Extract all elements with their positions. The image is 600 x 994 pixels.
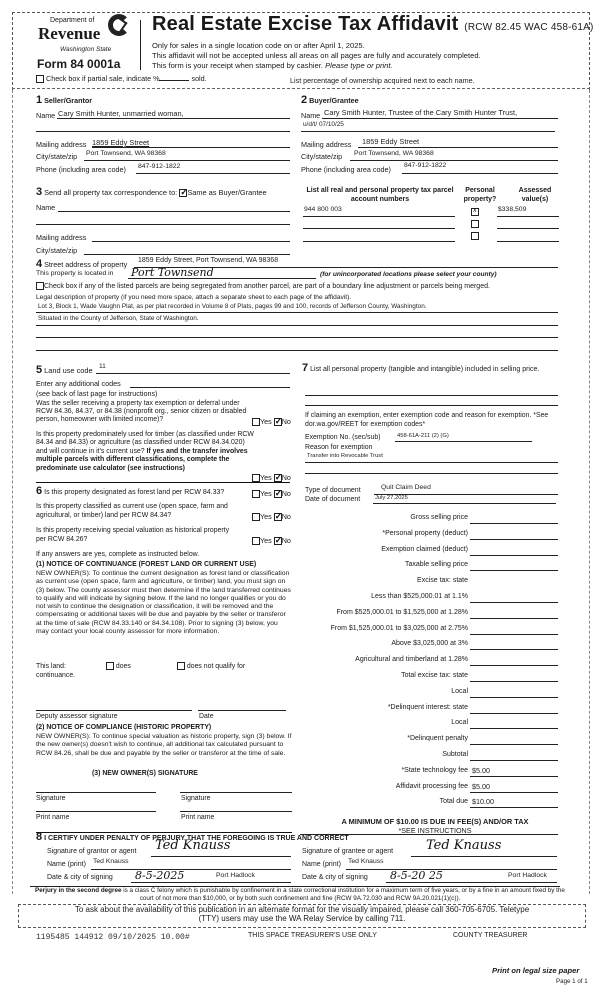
exemption-yes-checkbox[interactable] (252, 418, 260, 426)
calc-label: *Delinquent penalty (407, 735, 468, 743)
county-treasurer-label: COUNTY TREASURER (453, 932, 528, 939)
personal-cb-wrap-2 (471, 219, 479, 228)
parcel-number-2[interactable] (303, 228, 455, 229)
accessibility-notice: To ask about the availability of this publication in an alternate format for the visually impaired, please call 360-705-6705. Teletype (TTY) users may use the WA Relay Service by calling 711. (74, 905, 530, 924)
header-bottom-border (12, 88, 590, 89)
forest-yes-checkbox[interactable] (252, 490, 260, 498)
print-name-label-2: Print name (181, 814, 215, 821)
buyer-mailing-label: Mailing address (301, 140, 352, 149)
seller-mailing-field[interactable]: 1859 Eddy Street (92, 138, 150, 147)
exemption-no-field[interactable]: 458-61A-211 (2) (G) (397, 433, 449, 439)
exemption-question: Was the seller receiving a property tax exemption or deferral under RCW 84.36, 84.37, or 84.38 (nonprofit org., senior citizen or disabled person, homeowner with limited income)? (36, 400, 247, 424)
grantor-city-field[interactable]: Port Hadlock (216, 872, 255, 879)
grantor-date-field[interactable]: 8-5-2025 (135, 869, 185, 882)
this-land-label: This land: (36, 663, 66, 670)
legal-line-3[interactable] (36, 337, 558, 338)
historical-no-checkbox[interactable] (274, 537, 282, 545)
assessed-value-3[interactable] (497, 241, 559, 242)
forest-question: 6 Is this property designated as forest land per RCW 84.33? (36, 485, 225, 497)
calc-value[interactable] (472, 624, 552, 634)
timber-yes-checkbox[interactable] (252, 474, 260, 482)
calc-value[interactable] (472, 529, 552, 539)
ownership-note: List percentage of ownership acquired next to each name. (290, 76, 475, 85)
notice-compliance-body: NEW OWNER(S): To continue special valuation as historic property, sign (3) below. If the new owner(s) doesn't wish to continue, all additional tax calculated pursuant to RCW 84.26, shall be due and payable by the seller or transferor at the time of sale. (36, 733, 292, 757)
historical-yes-checkbox[interactable] (252, 537, 260, 545)
grantor-name-field[interactable]: Ted Knauss (93, 858, 129, 865)
notice-line-2: This affidavit will not be accepted unless all areas on all pages are fully and accurately completed. (152, 51, 481, 60)
doc-date-label: Date of document (305, 496, 361, 503)
additional-codes-label: Enter any additional codes (36, 379, 121, 388)
correspondence-city-input[interactable] (84, 254, 290, 255)
same-as-buyer-checkbox[interactable] (179, 189, 187, 197)
seller-city-field[interactable]: Port Townsend, WA 98368 (86, 150, 166, 157)
personal-property-input-1[interactable] (305, 395, 558, 396)
washington-state-label: Washington State (60, 46, 112, 53)
buyer-mailing-line (358, 147, 558, 148)
calc-input-line (470, 744, 558, 745)
personal-property-checkbox-2[interactable] (471, 220, 479, 228)
calc-value[interactable] (472, 750, 552, 760)
calc-value[interactable] (472, 703, 552, 713)
notice-continuance-title: (1) NOTICE OF CONTINUANCE (FOREST LAND OR CURRENT USE) (36, 561, 257, 568)
calc-value[interactable] (472, 734, 552, 744)
assessed-line-1 (497, 216, 559, 217)
grantee-signature[interactable]: Ted Knauss (426, 838, 502, 853)
land-use-field[interactable]: 11 (99, 363, 106, 370)
page-title (152, 13, 594, 36)
see-instructions-note: *SEE INSTRUCTIONS (398, 826, 472, 835)
parcel-number-3[interactable] (303, 241, 455, 242)
title-rcw: (RCW 82.45 WAC 458-61A) (464, 22, 594, 33)
notice-line-1: Only for sales in a single location code on or after April 1, 2025. (152, 41, 365, 50)
buyer-name-field[interactable]: Cary Smith Hunter, Trustee of the Cary Smith Hunter Trust, (324, 108, 518, 117)
grantor-name-line (91, 869, 291, 870)
legal-description-line-1[interactable]: Lot 3, Block 1, Wade Vaughn Plat, as per plat recorded in Volume 8 of Plats, pages 99 and 100, records of Jefferson County, Washington. (38, 303, 427, 310)
assessed-value-1[interactable]: $338,509 (498, 206, 527, 213)
parcel-header: List all real and personal property tax parcel account numbers (306, 187, 454, 203)
personal-property-header: Personal property? (463, 187, 497, 203)
form-number: Form 84 0001a (37, 57, 121, 71)
border-right (589, 90, 590, 894)
calc-input-line (470, 807, 558, 808)
calc-label: *Personal property (deduct) (382, 529, 468, 537)
if-yes-note: If any answers are yes, complete as instructed below. (36, 551, 200, 558)
grantor-date-label: Date & city of signing (47, 874, 113, 881)
located-in-label: This property is located in (36, 270, 114, 277)
buyer-name-field-2[interactable]: u/d/t/ 07/10/25 (303, 121, 344, 128)
buyer-city-field[interactable]: Port Townsend, WA 98368 (354, 150, 434, 157)
buyer-name-line-2 (301, 131, 555, 132)
reason-field[interactable]: Transfer into Revocable Trust (307, 453, 383, 459)
perjury-notice: Perjury in the second degree is a class C felony which is punishable by confinement in a state correctional institution for a maximum term of five years, or by a fine in an amount fixed by the court of not more than $10,000, or by both such confinement and fine (RCW 9A.72.030 and RCW 9A.20.021(1)(c)). (35, 887, 565, 902)
seller-mailing-line (92, 147, 290, 148)
legal-description-label: Legal description of property (if you need more space, attach a separate sheet to each page of the affidavit). (36, 294, 352, 301)
reason-label: Reason for exemption (305, 444, 373, 451)
grantee-name-label: Name (print) (302, 861, 341, 868)
notice-continuance-body: NEW OWNER(S): To continue the current designation as forest land or classification as current use (open space, farm and agriculture, or timber) land, you must sign on (3) below. The county assessor must then determine if the land transferred continues to qualify and will indicate by signing below. If the land no longer qualifies or you do not wish to continue the designation or classification, it will be removed and the compensating or additional taxes will be due and payable by the seller or transferor at the time of sale (RCW 84.33.140 or 84.34.108). Prior to signing (3) below, you may contact your local county assessor for more information. (36, 570, 291, 636)
buyer-name-line (322, 118, 558, 119)
calc-label: Agricultural and timberland at 1.28% (355, 656, 468, 664)
notice-compliance-title: (2) NOTICE OF COMPLIANCE (HISTORIC PROPERTY) (36, 724, 212, 731)
additional-codes-note: (see back of last page for instructions) (36, 389, 158, 398)
correspondence-mailing-label: Mailing address (36, 233, 87, 242)
land-use-label: 5 Land use code (36, 364, 93, 376)
calc-label: From $1,525,000.01 to $3,025,000 at 2.75% (330, 624, 468, 632)
grantor-signature-label: Signature of grantor or agent (47, 848, 137, 855)
grantee-date-field[interactable]: 8-5-20 25 (390, 869, 443, 882)
calc-label: Above $3,025,000 at 3% (391, 640, 468, 648)
calc-label: *State technology fee (401, 766, 468, 774)
exemption-intro: If claiming an exemption, enter exemption code and reason for exemption. *See dor.wa.gov/REET for exemption codes* (305, 412, 549, 428)
located-in-field[interactable]: Port Townsend (131, 266, 214, 279)
deputy-signature-label: Deputy assessor signature (36, 713, 118, 720)
does-not-option: does not qualify for (177, 662, 245, 670)
deputy-date-label: Date (199, 713, 214, 720)
historical-yes-no: Yes ✓ No (252, 536, 291, 545)
current-use-question: Is this property classified as current use (open space, farm and agricultural, or timber) land per RCW 84.34? (36, 503, 228, 519)
section1-heading: 1 Seller/Grantor (36, 94, 93, 106)
grantee-date-line (386, 882, 557, 883)
seller-mailing-label: Mailing address (36, 140, 87, 149)
reason-line-1 (305, 462, 558, 463)
calc-input-line (470, 555, 558, 556)
calc-label: Local (451, 719, 468, 727)
grantee-date-label: Date & city of signing (302, 874, 368, 881)
certify-statement: 8 I CERTIFY UNDER PENALTY OF PERJURY THAT THE FOREGOING IS TRUE AND CORRECT (36, 831, 349, 843)
notice-line-3: This form is your receipt when stamped by cashier. Please type or print. (152, 61, 393, 70)
current-use-yes-checkbox[interactable] (252, 513, 260, 521)
legal-line-1 (36, 312, 558, 313)
calc-input-line (470, 792, 558, 793)
seller-name-line (57, 118, 290, 119)
calc-input-line (470, 776, 558, 777)
deputy-signature-input[interactable] (36, 710, 192, 711)
assessed-value-header: Assessed value(s) (518, 187, 552, 203)
correspondence-name-line-2[interactable] (36, 224, 290, 225)
grantee-city-field[interactable]: Port Hadlock (508, 872, 547, 879)
calc-value[interactable]: $5.00 (472, 765, 490, 775)
calc-label: Affidavit processing fee (395, 782, 468, 790)
legal-line-4[interactable] (36, 350, 558, 351)
calc-value[interactable] (472, 639, 552, 649)
located-in-line (128, 278, 316, 279)
seller-name-line-2 (36, 131, 290, 132)
signature-label-2: Signature (181, 795, 211, 802)
continuance-label: continuance. (36, 672, 76, 679)
does-qualify-checkbox[interactable] (106, 662, 114, 670)
doc-date-line (373, 503, 556, 504)
segregated-row: Check box if any of the listed parcels are being segregated from another parcel, are part of a boundary line adjustment or parcels being merged. (36, 282, 490, 290)
calc-value[interactable] (472, 560, 552, 570)
forest-no-checkbox[interactable] (274, 490, 282, 498)
timber-no-checkbox[interactable] (274, 474, 282, 482)
street-address-label: 4 Street address of property (36, 258, 128, 270)
grantor-name-label: Name (print) (47, 861, 86, 868)
calc-input-line (470, 539, 558, 540)
assessed-value-2[interactable] (497, 228, 559, 229)
calc-input-line (470, 681, 558, 682)
calc-value[interactable] (472, 513, 552, 523)
personal-cb-wrap-3 (471, 231, 479, 240)
buyer-name-label: Name (301, 111, 321, 120)
grantor-signature-line (151, 856, 291, 857)
treasurer-stamp: 1195485 144912 09/10/2025 10.00# (36, 933, 190, 942)
calc-label: Taxable selling price (404, 561, 468, 569)
does-option: does (106, 662, 131, 670)
calc-value[interactable] (472, 545, 552, 555)
does-not-qualify-checkbox[interactable] (177, 662, 185, 670)
parcel-line-1 (303, 216, 455, 217)
doc-type-field[interactable]: Quit Claim Deed (381, 484, 431, 491)
deputy-date-input[interactable] (198, 710, 286, 711)
buyer-city-label: City/state/zip (301, 152, 343, 161)
seller-city-label: City/state/zip (36, 152, 78, 161)
calc-value[interactable] (472, 608, 552, 618)
minimum-due-notice: A MINIMUM OF $10.00 IS DUE IN FEE(S) AND/OR TAX (341, 817, 529, 826)
personal-property-label: 7 List all personal property (tangible and intangible) included in selling price. (302, 362, 540, 374)
personal-property-checkbox-3[interactable] (471, 232, 479, 240)
exemption-yes-no: Yes ✓ No (252, 417, 291, 426)
owner-print-input-1[interactable] (36, 811, 156, 812)
segregated-checkbox[interactable] (36, 282, 44, 290)
correspondence-name-label: Name (36, 203, 56, 212)
calc-label: From $525,000.01 to $1,525,000 at 1.28% (336, 608, 468, 616)
calc-input-line (470, 634, 558, 635)
grantee-name-line (346, 869, 557, 870)
doc-type-label: Type of document (305, 487, 361, 494)
located-note: (for unincorporated locations please select your county) (320, 271, 497, 278)
section2-heading: 2 Buyer/Grantee (301, 94, 359, 106)
title-text: Real Estate Excise Tax Affidavit (152, 13, 459, 35)
calc-input-line (470, 665, 558, 666)
current-use-no-checkbox[interactable] (274, 513, 282, 521)
border-left (12, 90, 13, 894)
seller-phone-line (136, 173, 290, 174)
timber-yes-no: Yes ✓ No (252, 473, 291, 482)
partial-sale-percent-input[interactable] (159, 80, 189, 81)
owner-signature-input-1[interactable] (36, 792, 156, 793)
calc-value[interactable] (472, 592, 552, 602)
partial-sale-row: Check box if partial sale, indicate % sold. (36, 74, 207, 83)
personal-cb-wrap-1 (471, 207, 479, 216)
treasurer-use-label: THIS SPACE TREASURER'S USE ONLY (248, 932, 377, 939)
calc-input-line (470, 570, 558, 571)
calc-input-line (470, 523, 558, 524)
section5-bottom-rule (36, 482, 290, 483)
calc-value[interactable] (472, 718, 552, 728)
partial-sale-checkbox[interactable] (36, 75, 44, 83)
buyer-mailing-field[interactable]: 1859 Eddy Street (362, 137, 420, 146)
grantor-signature[interactable]: Ted Knauss (155, 838, 231, 853)
calc-label: Total excise tax: state (401, 672, 468, 679)
grantee-name-field[interactable]: Ted Knauss (348, 858, 384, 865)
section3-heading: 3 Send all property tax correspondence to: ✓ Same as Buyer/Grantee (36, 186, 267, 198)
calc-input-line (470, 649, 558, 650)
historical-question: Is this property receiving special valuation as historical property per RCW 84.26? (36, 527, 230, 543)
land-use-line (96, 373, 290, 374)
owner-print-input-2[interactable] (180, 811, 292, 812)
exemption-no-label: Exemption No. (sec/sub) (305, 434, 381, 441)
calc-value[interactable] (472, 671, 552, 681)
current-use-yes-no: Yes ✓ No (252, 512, 291, 521)
correspondence-mailing-input[interactable] (92, 241, 290, 242)
calc-input-line (470, 618, 558, 619)
calc-input-line (470, 713, 558, 714)
calc-label: Exemption claimed (deduct) (381, 545, 468, 553)
grantee-signature-label: Signature of grantee or agent (302, 848, 394, 855)
timber-question: Is this property predominately used for timber (as classified under RCW 84.34 and 84.33) or agriculture (as classified under RCW 84.34.020) and will continue in it's current use? If yes and the transfer involves multiple parcels with different classifications, complete the predominate use calculator (see instructions) (36, 431, 254, 472)
calc-value[interactable]: $5.00 (472, 781, 490, 791)
page-indicator: Page 1 of 1 (556, 978, 588, 985)
buyer-city-line (350, 160, 558, 161)
calc-label: Less than $525,000.01 at 1.1% (371, 593, 468, 600)
print-name-label-1: Print name (36, 814, 70, 821)
grantee-signature-line (411, 856, 557, 857)
exemption-no-checkbox[interactable] (274, 418, 282, 426)
exemption-no-line (395, 441, 532, 442)
forest-yes-no: Yes ✓ No (252, 489, 291, 498)
personal-property-checkbox-1[interactable] (471, 208, 479, 216)
seller-name-label: Name (36, 111, 56, 120)
print-legal-note: Print on legal size paper (492, 966, 580, 975)
calc-label: Local (451, 687, 468, 695)
calc-label: Gross selling price (410, 514, 468, 521)
personal-property-input-2[interactable] (305, 405, 558, 406)
seller-name-field[interactable]: Cary Smith Hunter, unmarried woman, (58, 109, 184, 118)
correspondence-city-label: City/state/zip (36, 246, 78, 255)
street-address-field[interactable]: 1859 Eddy Street, Port Townsend, WA 98368 (138, 257, 279, 264)
correspondence-name-input[interactable] (58, 211, 290, 212)
calc-input-line (470, 602, 558, 603)
buyer-phone-label: Phone (including area code) (301, 165, 391, 174)
calc-input-line (470, 697, 558, 698)
additional-codes-input[interactable] (130, 387, 290, 388)
grantor-date-line (131, 882, 291, 883)
signature-label-1: Signature (36, 795, 66, 802)
new-owner-signature-title: (3) NEW OWNER(S) SIGNATURE (92, 770, 198, 777)
legal-line-2 (36, 325, 558, 326)
owner-signature-input-2[interactable] (180, 792, 292, 793)
department-of-label: Department of (50, 17, 95, 24)
calc-value[interactable]: $10.00 (472, 797, 494, 807)
calc-label: Total due (439, 798, 468, 806)
calc-value[interactable] (472, 655, 552, 665)
reason-line-2[interactable] (305, 473, 558, 474)
seller-city-line (84, 160, 290, 161)
doc-date-field[interactable]: July 27,2025 (375, 495, 408, 501)
revenue-logo-text: Revenue (38, 24, 101, 43)
calc-input-line (470, 760, 558, 761)
buyer-phone-field[interactable]: 847-912-1822 (404, 162, 447, 169)
legal-description-line-2[interactable]: Situated in the County of Jefferson, State of Washington. (38, 315, 199, 322)
calc-label: Subtotal (442, 751, 468, 758)
calc-value[interactable] (472, 687, 552, 697)
seller-phone-field[interactable]: 847-912-1822 (138, 163, 181, 170)
calc-label: *Delinquent interest: state (387, 703, 468, 711)
buyer-phone-line (402, 173, 558, 174)
parcel-number-1[interactable]: 944 800 003 (304, 206, 342, 213)
seller-phone-label: Phone (including area code) (36, 165, 126, 174)
calc-input-line (470, 728, 558, 729)
calc-label: Excise tax: state (417, 577, 468, 585)
header-divider (140, 20, 141, 70)
